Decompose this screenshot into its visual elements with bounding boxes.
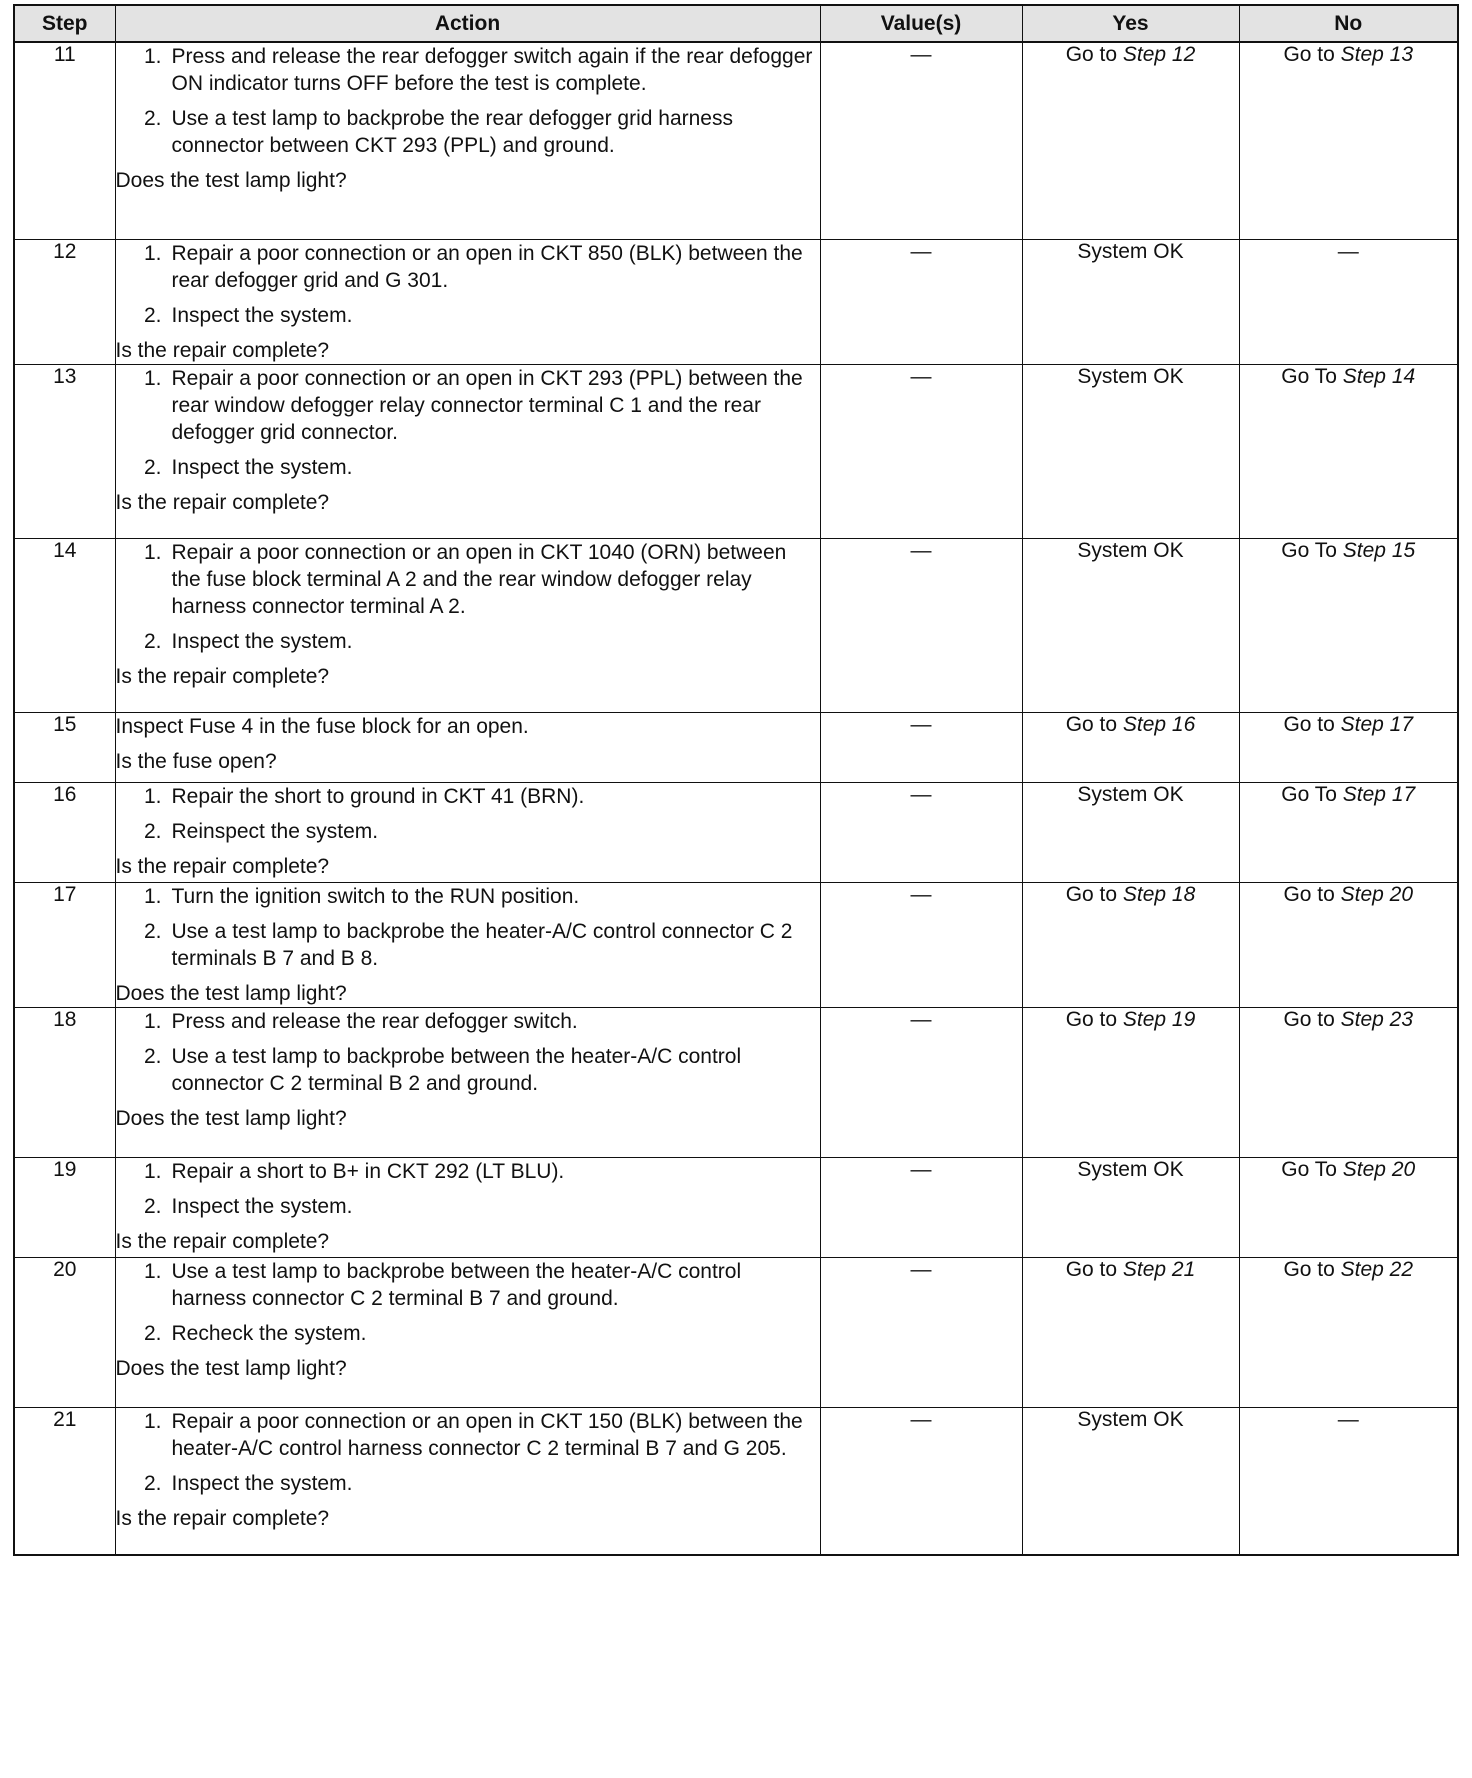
no-cell (1239, 1257, 1458, 1407)
step-number: 14 (14, 538, 115, 712)
action-step-number: 2. (143, 629, 162, 653)
yes-step-ref: Step 21 (1122, 1257, 1196, 1281)
action-step-number: 1. (143, 884, 162, 908)
table-row (14, 882, 1458, 1007)
table-row (14, 782, 1458, 882)
action-step-text: Inspect the system. (171, 303, 353, 327)
table-row (14, 1157, 1458, 1257)
action-step-number: 1. (143, 241, 162, 265)
action-steps (116, 539, 820, 655)
value-cell: — (820, 239, 1022, 364)
value-cell: — (820, 1157, 1022, 1257)
value-cell: — (820, 538, 1022, 712)
action-cell (115, 1007, 820, 1157)
action-steps (116, 883, 820, 972)
yes-cell (1022, 1157, 1239, 1257)
value-cell: — (820, 1007, 1022, 1157)
no-text: Go to (1283, 712, 1341, 736)
action-steps (116, 1008, 820, 1097)
table-row (14, 239, 1458, 364)
action-question: Is the repair complete? (115, 854, 330, 878)
action-step-number: 2. (143, 1471, 162, 1495)
no-text: Go to (1283, 882, 1341, 906)
action-steps (116, 240, 820, 329)
action-step-number: 2. (143, 455, 162, 479)
no-text: Go to (1283, 1257, 1341, 1281)
table-row (14, 1007, 1458, 1157)
action-cell (115, 1407, 820, 1555)
value-cell: — (820, 1257, 1022, 1407)
action-step-item (116, 918, 820, 972)
action-step-item (116, 43, 820, 97)
yes-text: Go to (1065, 882, 1123, 906)
header-row (14, 5, 1458, 42)
yes-step-ref: Step 19 (1122, 1007, 1196, 1031)
action-cell (115, 1157, 820, 1257)
yes-text: System OK (1077, 538, 1184, 562)
value-cell: — (820, 42, 1022, 239)
action-step-number: 2. (143, 303, 162, 327)
no-step-ref: Step 20 (1342, 1157, 1416, 1181)
yes-step-ref: Step 16 (1122, 712, 1196, 736)
action-step-text: Repair a poor connection or an open in CKT 1040 (ORN) between the fuse block terminal A 2 and the rear window defogger relay harness connector terminal A 2. (171, 540, 787, 618)
yes-text: System OK (1077, 364, 1184, 388)
action-question: Does the test lamp light? (115, 1106, 347, 1130)
action-step-number: 1. (143, 1259, 162, 1283)
table-row (14, 1407, 1458, 1555)
action-step-text: Repair a poor connection or an open in CKT 150 (BLK) between the heater-A/C control harness connector C 2 terminal B 7 and G 205. (171, 1409, 803, 1460)
action-step-item (116, 105, 820, 159)
step-number: 21 (14, 1407, 115, 1555)
action-step-number: 2. (143, 1044, 162, 1068)
table-row (14, 42, 1458, 239)
no-step-ref: Step 17 (1340, 712, 1414, 736)
no-text: Go to (1283, 1007, 1341, 1031)
yes-cell (1022, 882, 1239, 1007)
no-text: Go To (1281, 1157, 1343, 1181)
no-step-ref: Step 17 (1342, 782, 1416, 806)
action-step-text: Repair a short to B+ in CKT 292 (LT BLU). (171, 1159, 565, 1183)
no-text: Go to (1283, 43, 1341, 66)
no-cell: — (1239, 1407, 1458, 1555)
no-cell (1239, 538, 1458, 712)
table-row (14, 538, 1458, 712)
no-step-ref: Step 15 (1342, 538, 1416, 562)
header-action: Action (115, 5, 820, 42)
action-steps (116, 43, 820, 159)
action-step-text: Press and release the rear defogger switch. (171, 1009, 578, 1033)
action-steps (116, 1258, 820, 1347)
table-body (14, 42, 1458, 1555)
value-cell: — (820, 1407, 1022, 1555)
no-cell (1239, 712, 1458, 782)
action-step-text: Turn the ignition switch to the RUN position. (171, 884, 580, 908)
step-number: 16 (14, 782, 115, 882)
action-steps (116, 365, 820, 481)
action-cell (115, 882, 820, 1007)
action-step-item (116, 1158, 820, 1185)
action-step-item (116, 539, 820, 620)
yes-cell (1022, 712, 1239, 782)
step-number: 13 (14, 364, 115, 538)
action-step-number: 2. (143, 107, 162, 130)
header-no: No (1239, 5, 1458, 42)
no-step-ref: Step 23 (1340, 1007, 1414, 1031)
no-step-ref: Step 13 (1340, 43, 1414, 66)
yes-text: Go to (1065, 43, 1123, 66)
action-step-number: 1. (143, 1009, 162, 1033)
action-step-number: 2. (143, 819, 162, 843)
action-steps (116, 783, 820, 845)
value-cell: — (820, 712, 1022, 782)
action-cell (115, 239, 820, 364)
no-cell (1239, 882, 1458, 1007)
action-step-text: Press and release the rear defogger switch again if the rear defogger ON indicator turns OFF before the test is complete. (171, 45, 813, 95)
yes-cell (1022, 782, 1239, 882)
action-step-item (116, 454, 820, 481)
action-cell (115, 1257, 820, 1407)
action-step-text: Inspect the system. (171, 455, 353, 479)
action-cell (115, 364, 820, 538)
action-step-item (116, 1320, 820, 1347)
action-step-number: 2. (143, 1321, 162, 1345)
action-step-number: 1. (143, 45, 162, 68)
action-step-number: 2. (143, 1194, 162, 1218)
yes-text: System OK (1077, 1407, 1184, 1431)
action-step-number: 2. (143, 919, 162, 943)
yes-cell (1022, 364, 1239, 538)
table-row (14, 1257, 1458, 1407)
action-step-number: 1. (143, 1159, 162, 1183)
action-question: Is the repair complete? (115, 1229, 330, 1253)
yes-text: System OK (1077, 239, 1184, 263)
action-step-number: 1. (143, 540, 162, 564)
action-question: Does the test lamp light? (115, 1356, 347, 1380)
step-number: 17 (14, 882, 115, 1007)
no-cell: — (1239, 239, 1458, 364)
action-step-item (116, 240, 820, 294)
action-step-item (116, 628, 820, 655)
yes-cell (1022, 1007, 1239, 1157)
action-step-number: 1. (143, 1409, 162, 1433)
action-question: Is the repair complete? (115, 490, 330, 514)
step-number: 20 (14, 1257, 115, 1407)
action-step-item (116, 1258, 820, 1312)
action-step-item (116, 1008, 820, 1035)
no-cell (1239, 1157, 1458, 1257)
yes-cell (1022, 1257, 1239, 1407)
action-step-text: Use a test lamp to backprobe between the heater-A/C control connector C 2 terminal B 2 and ground. (171, 1044, 742, 1095)
action-step-number: 1. (143, 366, 162, 390)
action-step-item (116, 302, 820, 329)
action-question: Is the repair complete? (115, 1506, 330, 1530)
action-step-text: Repair the short to ground in CKT 41 (BRN). (171, 784, 585, 808)
action-step-item (116, 783, 820, 810)
action-step-item (116, 1470, 820, 1497)
action-step-text: Inspect the system. (171, 1194, 353, 1218)
yes-text: Go to (1065, 1007, 1123, 1031)
action-step-number: 1. (143, 784, 162, 808)
step-number: 18 (14, 1007, 115, 1157)
no-step-ref: Step 22 (1340, 1257, 1414, 1281)
action-question: Is the repair complete? (115, 664, 330, 688)
diagnostic-table (13, 4, 1459, 1556)
action-text: Inspect Fuse 4 in the fuse block for an open. (115, 714, 529, 738)
step-number: 15 (14, 712, 115, 782)
yes-step-ref: Step 12 (1122, 43, 1196, 66)
action-step-text: Inspect the system. (171, 629, 353, 653)
yes-cell (1022, 239, 1239, 364)
action-cell (115, 42, 820, 239)
yes-cell (1022, 538, 1239, 712)
no-text: Go To (1281, 782, 1343, 806)
action-steps (116, 1158, 820, 1220)
table-row (14, 712, 1458, 782)
action-cell (115, 712, 820, 782)
yes-step-ref: Step 18 (1122, 882, 1196, 906)
action-cell (115, 782, 820, 882)
action-step-text: Use a test lamp to backprobe the heater-A/C control connector C 2 terminals B 7 and B 8. (171, 919, 793, 970)
step-number: 11 (14, 42, 115, 239)
action-step-item (116, 1193, 820, 1220)
step-number: 12 (14, 239, 115, 364)
action-step-text: Repair a poor connection or an open in CKT 850 (BLK) between the rear defogger grid and G 301. (171, 241, 803, 292)
action-step-text: Inspect the system. (171, 1471, 353, 1495)
action-question: Is the repair complete? (115, 338, 330, 362)
action-step-text: Repair a poor connection or an open in CKT 293 (PPL) between the rear window defogger relay connector terminal C 1 and the rear defogger grid connector. (171, 366, 803, 444)
action-step-text: Use a test lamp to backprobe the rear defogger grid harness connector between CKT 293 (PPL) and ground. (171, 107, 733, 157)
yes-text: Go to (1065, 712, 1123, 736)
action-question: Is the fuse open? (115, 749, 277, 773)
action-step-text: Reinspect the system. (171, 819, 379, 843)
table-row (14, 364, 1458, 538)
no-cell (1239, 782, 1458, 882)
action-step-text: Recheck the system. (171, 1321, 367, 1345)
value-cell: — (820, 782, 1022, 882)
no-text: Go To (1281, 538, 1343, 562)
value-cell: — (820, 364, 1022, 538)
step-number: 19 (14, 1157, 115, 1257)
no-cell (1239, 364, 1458, 538)
action-step-text: Use a test lamp to backprobe between the heater-A/C control harness connector C 2 terminal B 7 and ground. (171, 1259, 742, 1310)
yes-cell (1022, 42, 1239, 239)
yes-text: System OK (1077, 782, 1184, 806)
action-step-item (116, 818, 820, 845)
yes-text: System OK (1077, 1157, 1184, 1181)
no-text: Go To (1281, 364, 1343, 388)
value-cell: — (820, 882, 1022, 1007)
action-question: Does the test lamp light? (115, 169, 347, 192)
action-question: Does the test lamp light? (115, 981, 347, 1005)
no-cell (1239, 42, 1458, 239)
no-step-ref: Step 14 (1342, 364, 1416, 388)
no-cell (1239, 1007, 1458, 1157)
action-step-item (116, 1043, 820, 1097)
action-step-item (116, 1408, 820, 1462)
action-steps (116, 1408, 820, 1497)
yes-text: Go to (1065, 1257, 1123, 1281)
header-yes: Yes (1022, 5, 1239, 42)
yes-cell (1022, 1407, 1239, 1555)
action-step-item (116, 365, 820, 446)
header-values: Value(s) (820, 5, 1022, 42)
header-step: Step (14, 5, 115, 42)
action-cell (115, 538, 820, 712)
no-step-ref: Step 20 (1340, 882, 1414, 906)
action-step-item (116, 883, 820, 910)
